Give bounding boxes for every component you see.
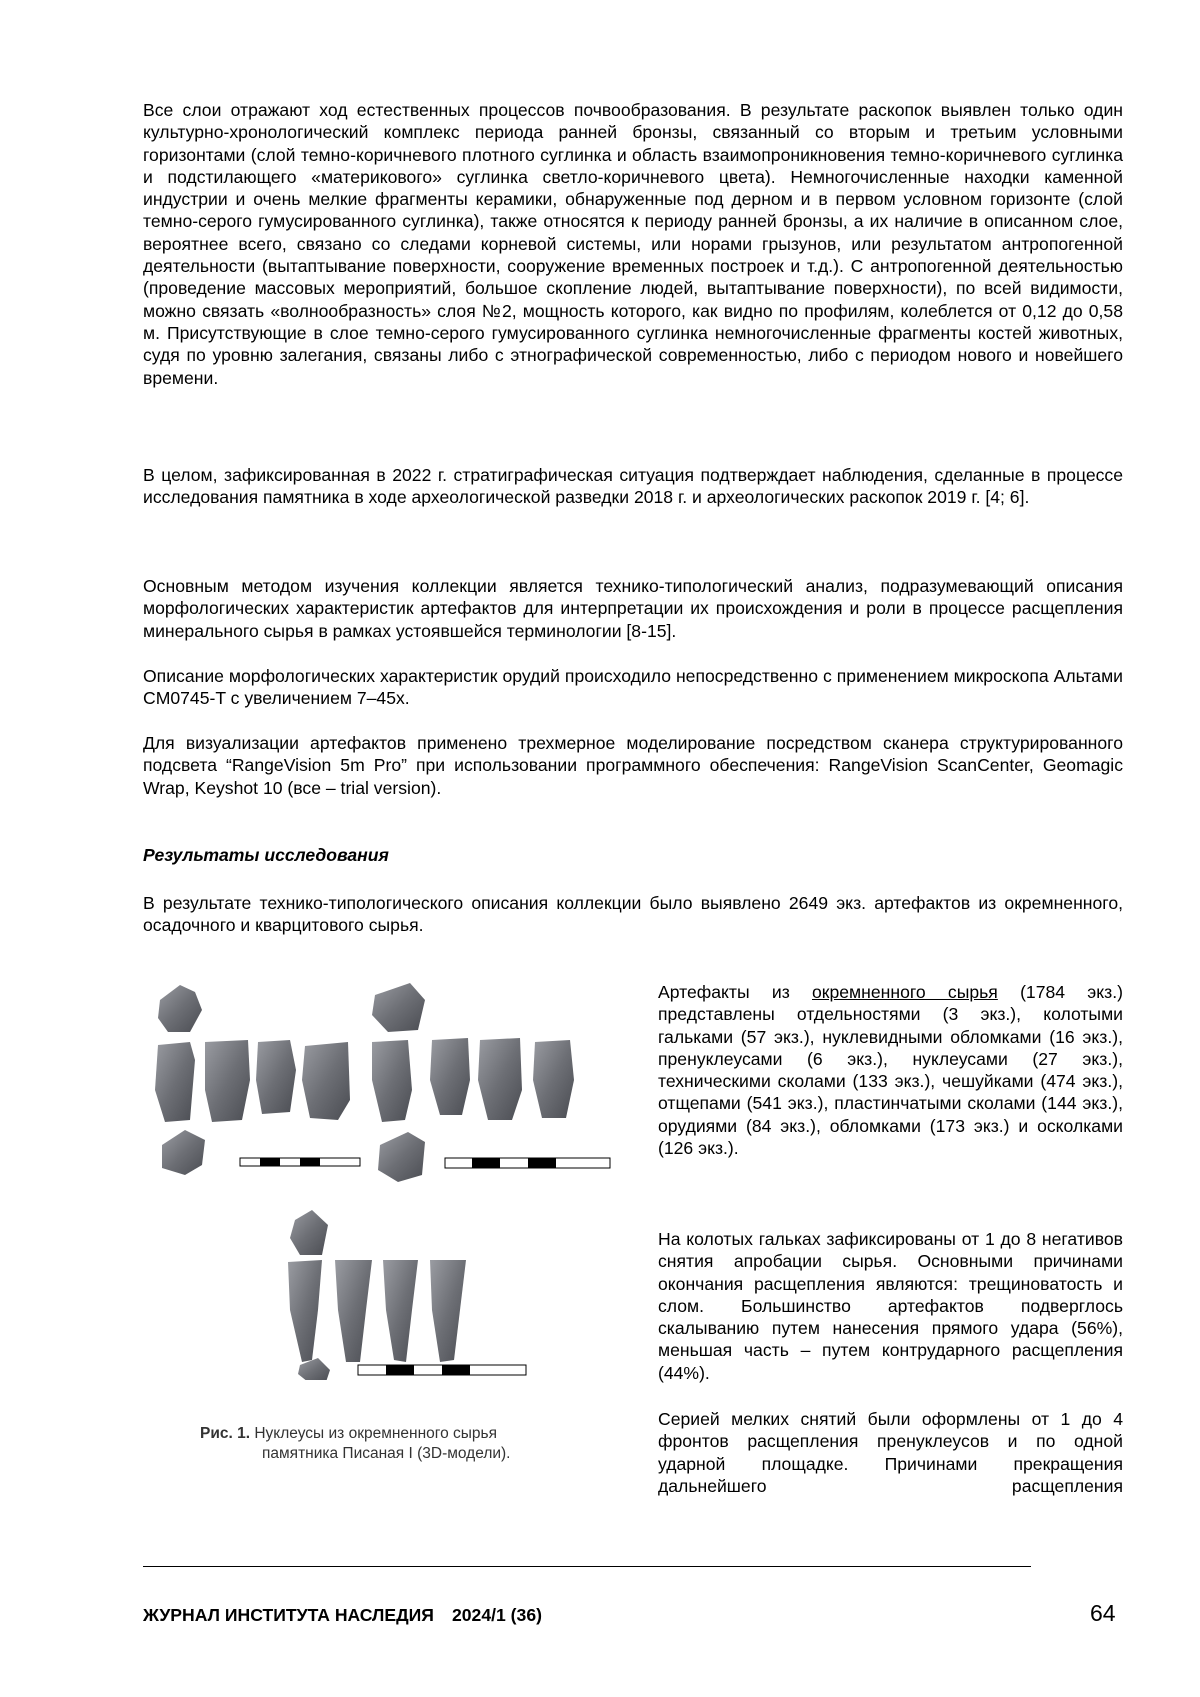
- paragraph-pebbles: На колотых гальках зафиксированы от 1 до 8 негативов снятия апробации сырья. Основными причинами окончания расщепления являются: трещиноватость и слом. Большинство артефактов подверглось скалыванию путем нанесения прямого удара (56%), меньшая часть – путем контрударного расщепления (44%).: [658, 1229, 1123, 1383]
- footer-divider: [143, 1566, 1031, 1567]
- caption-line-2: памятника Писаная I (3D-модели).: [262, 1445, 511, 1462]
- paragraph-stratigraphy-summary: В целом, зафиксированная в 2022 г. стратиграфическая ситуация подтверждает наблюдения, сделанные в процессе исследования памятника в ходе археологической разведки 2018 г. и археологических раскопок 2019 г. [4; 6].: [143, 465, 1123, 508]
- core-group-right: [372, 983, 574, 1182]
- section-heading-results: Результаты исследования: [143, 845, 389, 865]
- scale-bar-right: [445, 1158, 610, 1168]
- scale-bar-left: [240, 1158, 360, 1166]
- figure-caption: [150, 1424, 630, 1464]
- paragraph-soil-layers: Все слои отражают ход естественных процессов почвообразования. В результате раскопок выявлен только один культурно-хронологический комплекс периода ранней бронзы, связанный со вторым и третьим условными горизонтами (слой темно-коричневого плотного суглинка и область взаимопроникновения темно-коричневого суглинка и подстилающего «материкового» суглинка светло-коричневого цвета). Немногочисленные находки каменной индустрии и очень мелкие фрагменты керамики, обнаруженные под дерном и в первом условном горизонте (слой темно-серого гумусированного суглинка), также относятся к периоду ранней бронзы, а их наличие в описанном слое, вероятнее всего, связано со следами корневой системы, или норами грызунов, или результатом антропогенной деятельности (вытаптывание поверхности, сооружение временных построек и т.д.). С антропогенной деятельностью (проведение массовых мероприятий, большое скопление людей, вытаптывание поверхности), по всей видимости, можно связать «волнообразность» слоя №2, мощность которого, как видно по профилям, колеблется от 0,12 до 0,58 м. Присутствующие в слое темно-серого гумусированного суглинка немногочисленные фрагменты костей животных, судя по уровню залегания, связаны либо с этнографической современностью, либо с периодом нового и новейшего времени.: [143, 100, 1123, 388]
- core-group-bottom: [288, 1210, 466, 1380]
- cores-illustration: [150, 980, 630, 1380]
- p1-lead: Артефакты из: [658, 982, 812, 1002]
- caption-line-1: [150, 1424, 630, 1444]
- journal-issue: 2024/1 (36): [451, 1605, 542, 1625]
- paragraph-method: Основным методом изучения коллекции является технико-типологический анализ, подразумевающий описания морфологических характеристик артефактов для интерпретации их происхождения и роли в процессе расщепления минерального сырья в рамках устоявшейся терминологии [8-15].: [143, 576, 1123, 641]
- page-number: 64: [1090, 1600, 1116, 1626]
- journal-title: ЖУРНАЛ ИНСТИТУТА НАСЛЕДИЯ: [143, 1605, 434, 1625]
- paragraph-3d-modeling: Для визуализации артефактов применено трехмерное моделирование посредством сканера структурированного подсвета “RangeVision 5m Pro” при использовании программного обеспечения: RangeVision ScanCenter, Geomagic Wrap, Keyshot 10 (все – trial version).: [143, 733, 1123, 798]
- paragraph-results-intro: В результате технико-типологического описания коллекции было выявлено 2649 экз. артефактов из окремненного, осадочного и кварцитового сырья.: [143, 893, 1123, 936]
- paragraph-siliceous-artifacts: [658, 981, 1123, 1159]
- journal-footer: [143, 1605, 542, 1626]
- paragraph-microscope: Описание морфологических характеристик орудий происходило непосредственно с применением микроскопа Альтами CM0745-T с увеличением 7–45x.: [143, 666, 1123, 709]
- paragraph-precores: Серией мелких снятий были оформлены от 1 до 4 фронтов расщепления пренуклеусов и по одной ударной площадке. Причинами прекращения дальнейшего расщепления: [658, 1409, 1123, 1496]
- caption-number: Рис. 1.: [200, 1425, 251, 1442]
- caption-text-1: Нуклеусы из окремненного сырья: [250, 1425, 498, 1442]
- p1-rest: (1784 экз.) представлены отдельностями (3 экз.), колотыми гальками (57 экз.), нуклевидными обломками (16 экз.), пренуклеусами (6 экз.), нуклеусами (27 экз.), техническими сколами (133 экз.), чешуйками (474 экз.), отщепами (541 экз.), пластинчатыми сколами (144 экз.), орудиями (84 экз.), обломками (173 экз.) и осколками (126 экз.).: [658, 982, 1123, 1159]
- p1-underlined-term: окремненного сырья: [812, 982, 998, 1002]
- scale-bar-bottom: [358, 1365, 526, 1375]
- core-group-left: [155, 985, 350, 1175]
- figure-cores-3d-models: [150, 980, 630, 1380]
